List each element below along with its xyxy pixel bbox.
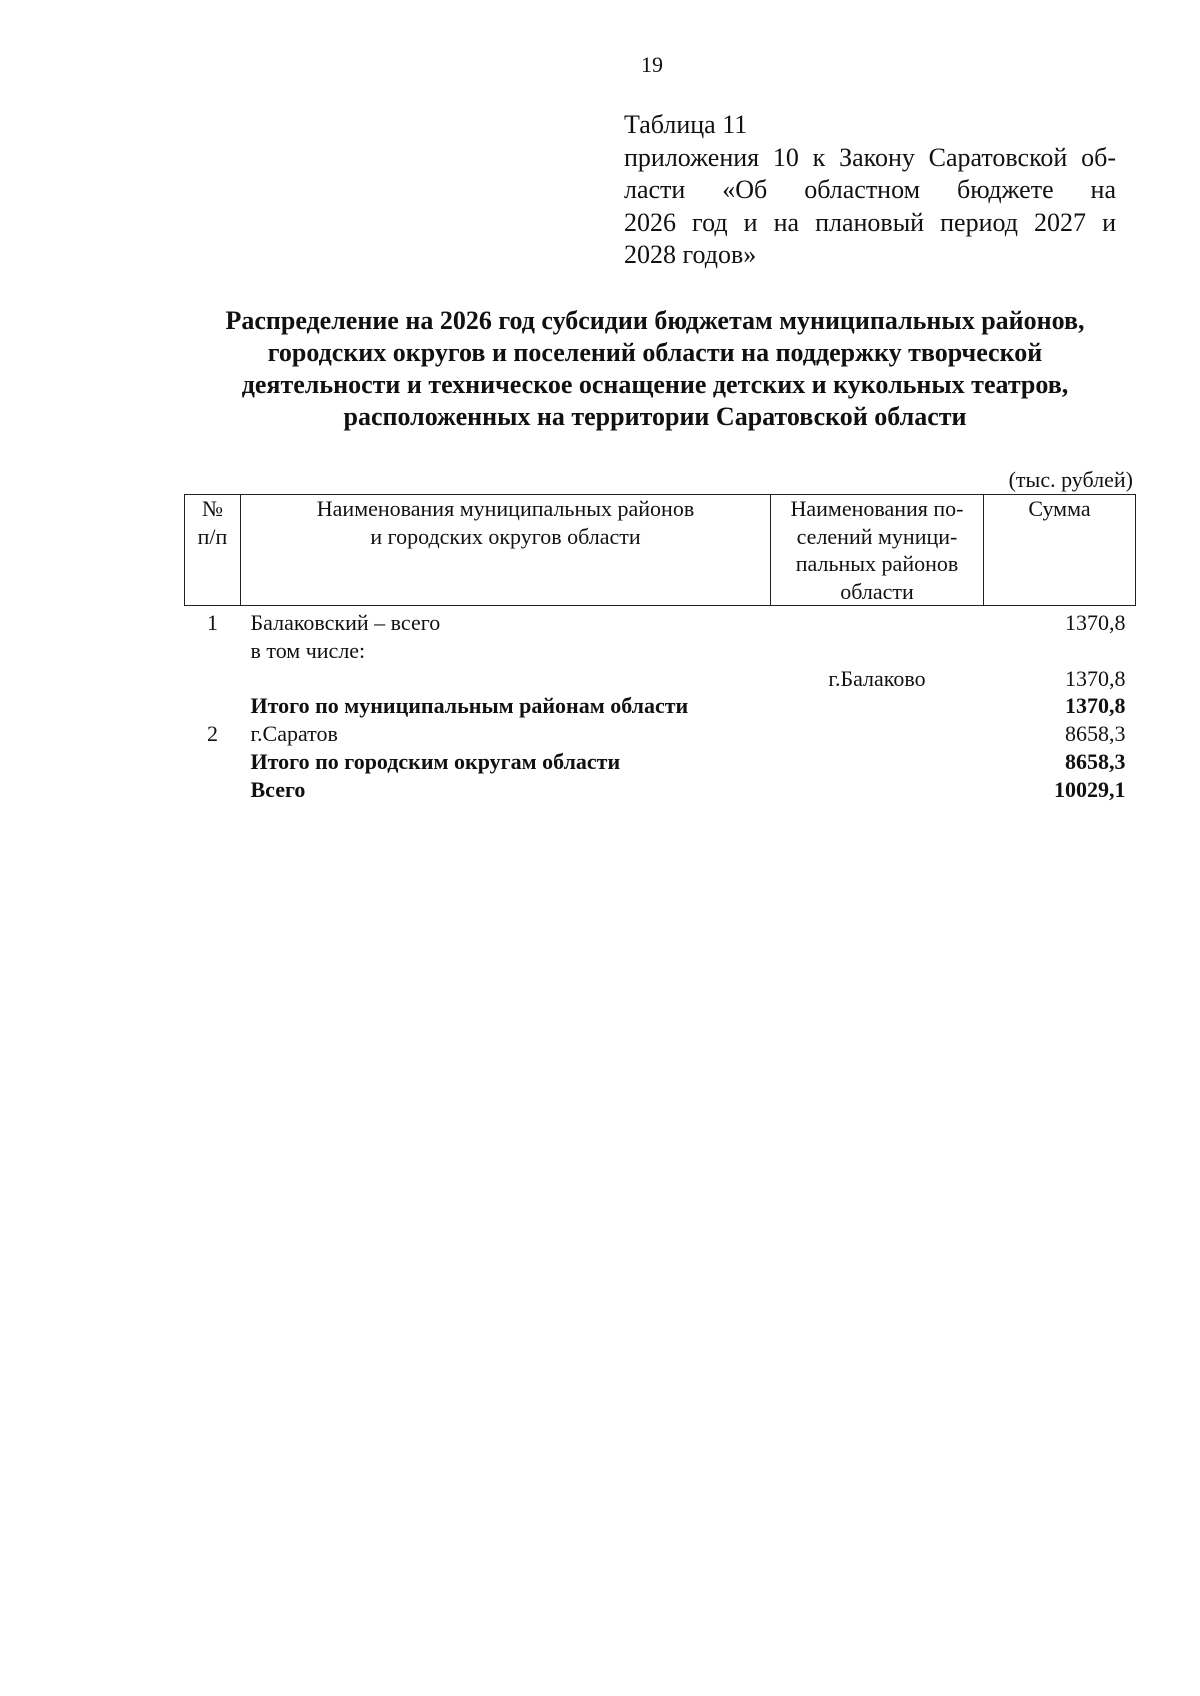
row-name: в том числе:	[250, 637, 366, 663]
row-settlement: г.Балаково	[828, 665, 926, 691]
document-heading	[175, 305, 1135, 433]
row-num	[185, 776, 241, 804]
row-name	[241, 665, 771, 693]
row-num: 1	[207, 610, 218, 635]
row-num	[185, 692, 241, 720]
table-row	[185, 637, 1136, 665]
table-header-row	[185, 495, 1136, 606]
subsidy-table	[184, 494, 1136, 804]
table-row	[185, 776, 1136, 804]
row-sum: 8658,3	[1065, 748, 1126, 774]
table-row	[185, 665, 1136, 693]
heading-line: городских округов и поселений области на поддержку творческой	[267, 338, 1043, 367]
row-num: 2	[207, 721, 218, 747]
row-name: Итого по городским округам области	[250, 748, 621, 774]
row-num	[185, 665, 241, 693]
row-settlement	[771, 776, 984, 804]
header-sum: Сумма	[984, 495, 1136, 606]
row-sum: 8658,3	[1065, 721, 1126, 747]
heading-line: деятельности и техническое оснащение детских и кукольных театров,	[241, 370, 1069, 399]
row-settlement	[771, 606, 984, 637]
row-name: Всего	[250, 776, 306, 802]
row-name: Балаковский – всего	[250, 610, 441, 635]
header-district: Наименования муниципальных районов и городских округов области	[241, 495, 771, 606]
row-num	[185, 637, 241, 665]
table-row	[185, 720, 1136, 748]
row-sum	[984, 637, 1136, 665]
row-sum: 10029,1	[1054, 776, 1126, 802]
row-name: г.Саратов	[250, 721, 338, 747]
row-name: Итого по муниципальным районам области	[250, 693, 689, 719]
appendix-line: ласти «Об областном бюджете на	[624, 175, 1116, 204]
appendix-reference	[624, 109, 1116, 272]
row-sum: 1370,8	[1065, 665, 1126, 691]
header-settlement: Наименования по- селений муници- пальных районов области	[771, 495, 984, 606]
appendix-line: приложения 10 к Закону Саратовской об-	[624, 142, 1116, 172]
appendix-line: 2026 год и на плановый период 2027 и	[624, 207, 1116, 237]
table-number: Таблица 11	[624, 110, 748, 139]
header-num: № п/п	[185, 495, 241, 606]
row-settlement	[771, 692, 984, 720]
appendix-line: 2028 годов»	[624, 240, 757, 269]
table-row	[185, 606, 1136, 637]
page-number: 19	[641, 52, 663, 77]
heading-line: Распределение на 2026 год субсидии бюджетам муниципальных районов,	[225, 306, 1085, 335]
table-row	[185, 692, 1136, 720]
row-settlement	[771, 720, 984, 748]
units-label: (тыс. рублей)	[1008, 467, 1133, 492]
table-row	[185, 748, 1136, 776]
row-settlement	[771, 637, 984, 665]
row-sum: 1370,8	[1065, 610, 1126, 635]
row-sum: 1370,8	[1065, 693, 1126, 719]
row-num	[185, 748, 241, 776]
heading-line: расположенных на территории Саратовской области	[343, 402, 967, 431]
row-settlement	[771, 748, 984, 776]
